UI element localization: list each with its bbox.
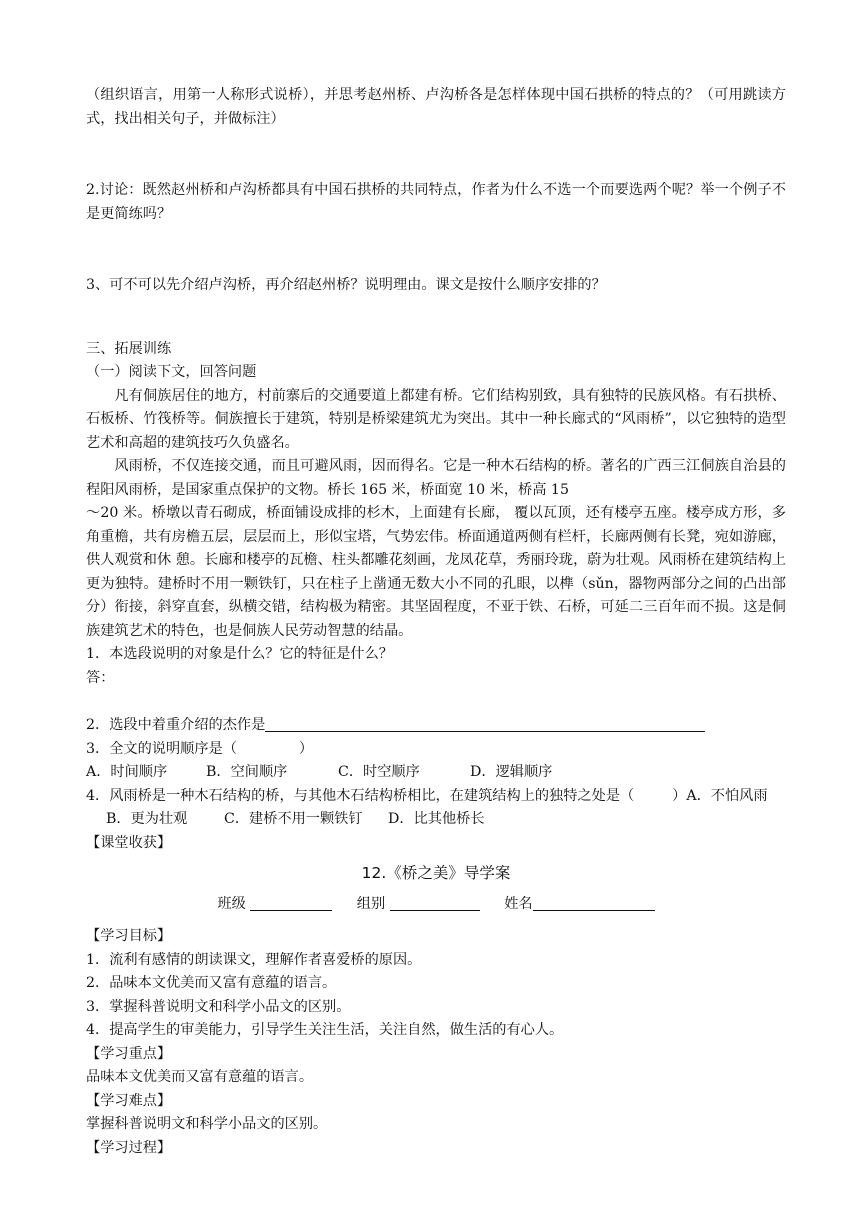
learning-goal-3: 3．掌握科普说明文和科学小品文的区别。 — [86, 998, 351, 1015]
option-4d: D．比其他桥长 — [388, 811, 485, 827]
learning-goal-2: 2．品味本文优美而又富有意蕴的语言。 — [86, 975, 337, 991]
section-heading-extension: 三、拓展训练 — [86, 340, 172, 357]
student-info-row — [86, 891, 786, 917]
option-d: D．逻辑顺序 — [470, 764, 553, 780]
guide-title: 12.《桥之美》导学案 — [361, 864, 511, 882]
process-heading: 【学习过程】 — [86, 1139, 172, 1156]
name-label: 姓名 — [504, 896, 533, 912]
reading-instruction: （一）阅读下文，回答问题 — [86, 364, 257, 380]
option-a: A．时间顺序 — [86, 764, 168, 780]
class-label: 班级 — [217, 896, 246, 912]
reading-question-1: 1．本选段说明的对象是什么？它的特征是什么？ — [86, 646, 393, 662]
difficulty-text: 掌握科普说明文和科学小品文的区别。 — [86, 1116, 328, 1132]
question-2: 2.讨论：既然赵州桥和卢沟桥都具有中国石拱桥的共同特点，作者为什么不选一个而要选两个呢？举一个例子不是更简练吗？ — [86, 182, 786, 222]
option-4b: B．更为壮观 — [106, 811, 188, 827]
learning-goal-4: 4．提高学生的审美能力，引导学生关注生活，关注自然，做生活的有心人。 — [86, 1022, 564, 1038]
reading-question-3-text: 3．全文的说明顺序是（ — [86, 740, 237, 757]
learning-goal-1: 1．流利有感情的朗读课文，理解作者喜爱桥的原因。 — [86, 951, 422, 968]
reading-question-2 — [86, 714, 786, 738]
reading-paragraph-2b: ～20 米。桥墩以青石砌成，桥面铺设成排的杉木，上面建有长廊， 覆以瓦顶，还有楼亭五座。楼亭成方形，多角重檐，共有房檐五层，层层而上，形似宝塔，气势宏伟。桥面通道两侧有栏杆，长廊两侧有长凳，宛如游廊，供人观赏和休 憩。长廊和楼亭的瓦檐、柱头都雕花刻画，龙凤花草，秀丽玲珑，蔚为壮观。风雨桥在建筑结构上更为独特。建桥时不用一颗铁钉，只在柱子上凿通无数大小不同的孔眼，以榫（sǔn，器物两部分之间的凸出部分）衔接，斜穿直套，纵横交错，结构极为精密。其坚固程度，不亚于铁、石桥，可延二三百年而不损。这是侗族建筑艺术的特色，也是侗族人民劳动智慧的结晶。 — [86, 505, 786, 639]
reading-paragraph-1: 凡有侗族居住的地方，村前寨后的交通要道上都建有桥。它们结构别致，具有独特的民族风格。有石拱桥、石板桥、竹筏桥等。侗族擅长于建筑，特别是桥梁建筑尤为突出。其中一种长廊式的“风雨桥”，以它独特的造型艺术和高超的建筑技巧久负盛名。 — [86, 387, 786, 451]
reading-question-3-close: ） — [298, 740, 314, 757]
group-label: 组别 — [356, 896, 386, 912]
key-points-text: 品味本文优美而又富有意蕴的语言。 — [86, 1069, 314, 1085]
group-input[interactable] — [390, 894, 480, 911]
option-4c: C．建桥不用一颗铁钉 — [224, 811, 363, 827]
reading-question-4 — [86, 785, 786, 832]
answer-blank-line[interactable] — [265, 715, 705, 732]
learning-goals-heading: 【学习目标】 — [86, 928, 172, 944]
document-page — [86, 84, 786, 1160]
reading-question-3 — [86, 738, 786, 762]
question-3: 3、可不可以先介绍卢沟桥，再介绍赵州桥？说明理由。课文是按什么顺序安排的？ — [86, 277, 606, 293]
class-harvest-heading: 【课堂收获】 — [86, 834, 172, 851]
option-b: B．空间顺序 — [206, 764, 288, 780]
question-3-options — [86, 761, 786, 785]
option-c: C．时空顺序 — [338, 764, 420, 780]
name-input[interactable] — [533, 894, 655, 911]
answer-label: 答： — [86, 669, 115, 686]
reading-paragraph-2a: 风雨桥，不仅连接交通，而且可避风雨，因而得名。它是一种木石结构的桥。著名的广西三江侗族自治县的程阳风雨桥，是国家重点保护的文物。桥长 165 米，桥面宽 10 米，桥高 15 — [86, 458, 786, 498]
reading-question-4-text: 4．风雨桥是一种木石结构的桥，与其他木石结构桥相比，在建筑结构上的独特之处是（ — [86, 787, 635, 804]
class-input[interactable] — [250, 894, 332, 911]
reading-question-4-option-a: ）A．不怕风雨 — [672, 787, 768, 804]
difficulty-heading: 【学习难点】 — [86, 1092, 172, 1109]
intro-paragraph: （组织语言，用第一人称形式说桥），并思考赵州桥、卢沟桥各是怎样体现中国石拱桥的特点的？（可用跳读方式，找出相关句子，并做标注） — [86, 87, 786, 127]
key-points-heading: 【学习重点】 — [86, 1045, 172, 1062]
reading-question-2-text: 2．选段中着重介绍的杰作是 — [86, 717, 266, 733]
